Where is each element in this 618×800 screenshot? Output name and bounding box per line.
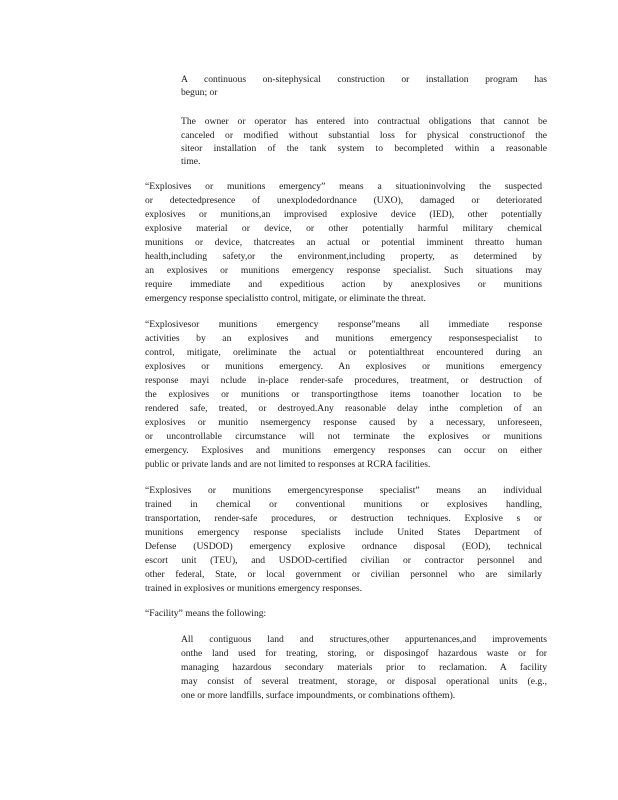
text-line: health,including safety,or the environment,including property, as determined by <box>145 251 542 262</box>
text-line: The owner or operator has entered into contractual obligations that cannot be <box>181 116 547 127</box>
text-line: escort unit (TEU), and USDOD-certified civilian or contractor personnel and <box>145 555 542 566</box>
text-line: one or more landfills, surface impoundments, or combinations ofthem). <box>181 690 456 701</box>
text-line: managing hazardous secondary materials prior to reclamation. A facility <box>181 662 547 673</box>
text-line: munitions emergency response specialists include United States Department of <box>145 527 542 538</box>
text-line: activities by an explosives and munitions emergency responsespecialist to <box>145 333 542 344</box>
text-line: “Explosives or munitions emergencyresponse specialist” means an individual <box>145 485 542 496</box>
text-line: the explosives or munitions or transportingthose items toanother location to be <box>145 389 542 400</box>
text-line: emergency. Explosives and munitions emergency responses can occur on either <box>145 445 542 456</box>
text-line: trained in explosives or munitions emergency responses. <box>145 583 362 594</box>
text-line: canceled or modified without substantial loss for physical constructionof the <box>181 130 547 141</box>
text-line: “Explosives or munitions emergency” means a situationinvolving the suspected <box>145 181 542 192</box>
text-line: munitions or device, thatcreates an actual or potential imminent threatto human <box>145 237 542 248</box>
text-line: other federal, State, or local government or civilian personnel who are similarly <box>145 569 542 580</box>
text-line: explosives or munitions,an improvised explosive device (IED), other potentially <box>145 209 542 220</box>
text-line: explosives or munitio nsemergency response caused by a necessary, unforeseen, <box>145 417 542 428</box>
text-line: siteor installation of the tank system to becompleted within a reasonable <box>181 143 547 154</box>
text-line: explosives or munitions emergency. An explosives or munitions emergency <box>145 361 542 372</box>
text-line: onthe land used for treating, storing, or disposingof hazardous waste or for <box>181 648 547 659</box>
text-line: A continuous on-sitephysical construction or installation program has <box>181 74 547 85</box>
text-line: emergency response specialistto control, mitigate, or eliminate the threat. <box>145 293 426 304</box>
text-line: control, mitigate, oreliminate the actual or potentialthreat encountered during an <box>145 347 542 358</box>
text-line: transportation, render-safe procedures, or destruction techniques. Explosive s or <box>145 513 542 524</box>
text-line: time. <box>181 156 201 167</box>
text-line: rendered safe, treated, or destroyed.Any reasonable delay inthe completion of an <box>145 403 542 414</box>
text-line: public or private lands and are not limited to responses at RCRA facilities. <box>145 459 431 470</box>
text-line: “Explosivesor munitions emergency response”means all immediate response <box>145 319 542 330</box>
text-line: “Facility” means the following: <box>145 608 267 619</box>
text-line: or detectedpresence of unexplodedordnance (UXO), damaged or deteriorated <box>145 195 542 206</box>
text-line: begun; or <box>181 87 218 98</box>
text-line: trained in chemical or conventional munitions or explosives handling, <box>145 499 542 510</box>
text-line: an explosives or munitions emergency response specialist. Such situations may <box>145 265 542 276</box>
text-line: require immediate and expeditious action by anexplosives or munitions <box>145 279 542 290</box>
text-line: explosive material or device, or other potentially harmful military chemical <box>145 223 542 234</box>
text-line: All contiguous land and structures,other appurtenances,and improvements <box>181 634 547 645</box>
text-line: or uncontrollable circumstance will not terminate the explosives or munitions <box>145 431 542 442</box>
text-line: response mayi nclude in-place render-safe procedures, treatment, or destruction of <box>145 375 542 386</box>
text-line: may consist of several treatment, storage, or disposal operational units (e.g., <box>181 676 547 687</box>
text-line: Defense (USDOD) emergency explosive ordnance disposal (EOD), technical <box>145 541 542 552</box>
